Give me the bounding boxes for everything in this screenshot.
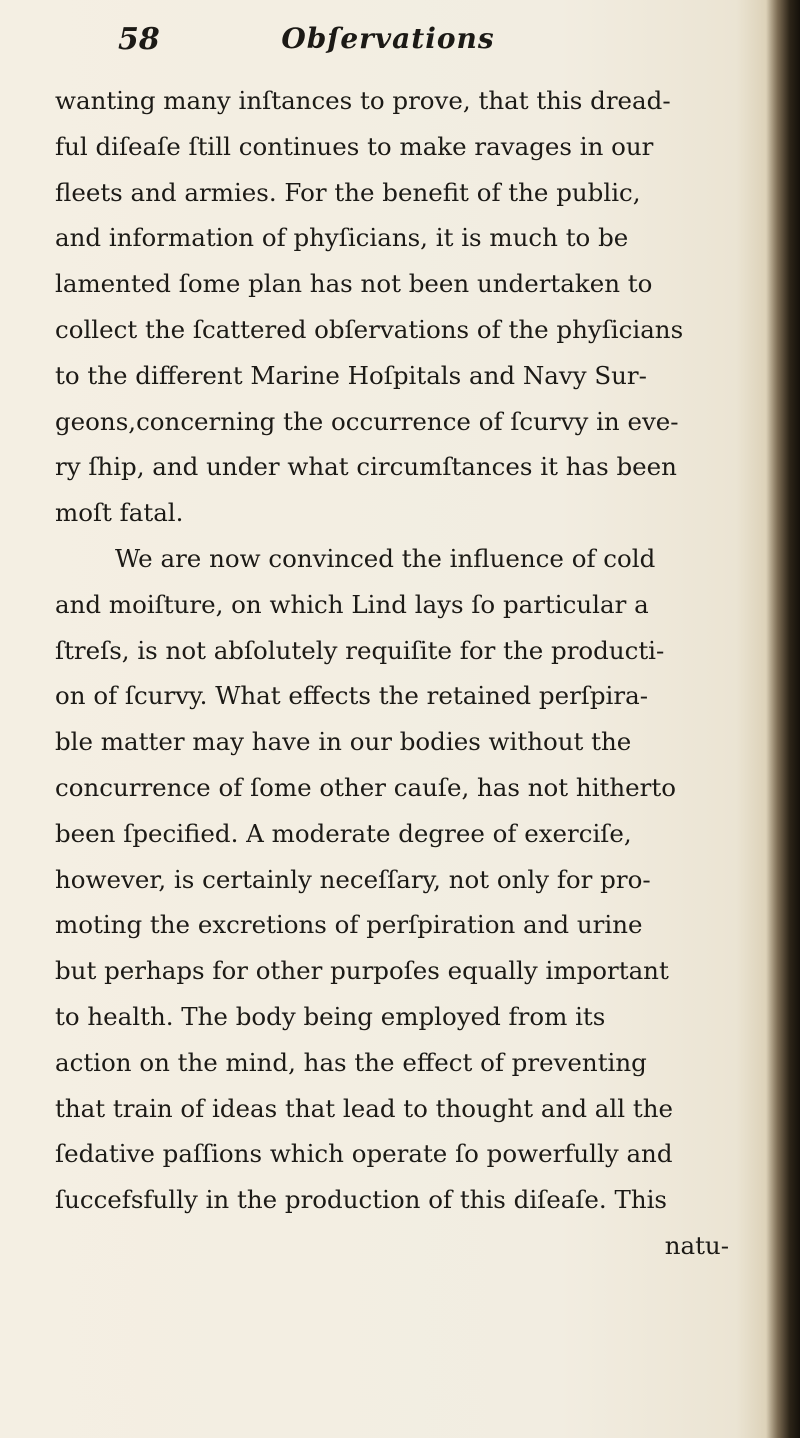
text-line: collect the ſcattered obſervations of the phyſicians [55, 314, 684, 344]
text-line: ſtreſs, is not abſolutely requiſite for the producti- [55, 635, 665, 665]
text-line: ble matter may have in our bodies without the [55, 727, 632, 757]
text-line: We are now convinced the influence of cold [115, 543, 656, 573]
text-line: that train of ideas that lead to thought and all the [55, 1093, 673, 1123]
text-line: fleets and armies. For the benefit of the public, [55, 177, 641, 207]
text-line: concurrence of ſome other cauſe, has not hitherto [55, 772, 676, 802]
text-line: and moiſture, on which Lind lays ſo particular a [55, 589, 649, 619]
body-text [55, 78, 777, 1269]
catchword: natu- [664, 1230, 729, 1260]
text-line: action on the mind, has the effect of preventing [55, 1047, 647, 1077]
text-line: been ſpecified. A moderate degree of exerciſe, [55, 818, 632, 848]
page-header [118, 18, 658, 68]
text-line: lamented ſome plan has not been undertaken to [55, 269, 653, 299]
running-head: Obſervations [281, 22, 495, 55]
text-line: moting the excretions of perſpiration and urine [55, 910, 643, 940]
text-line: wanting many inſtances to prove, that this dread- [55, 86, 671, 115]
text-line: however, is certainly neceſſary, not only for pro- [55, 864, 651, 894]
text-line: ful diſeaſe ſtill continues to make ravages in our [55, 131, 654, 161]
text-line: and information of phyſicians, it is much to be [55, 223, 629, 253]
book-spine-shadow [766, 0, 800, 1438]
text-line: ſuccefsfully in the production of this diſeaſe. This [55, 1185, 668, 1215]
page-number: 58 [118, 22, 160, 57]
text-line: but perhaps for other purpoſes equally important [55, 956, 669, 986]
text-line: on of ſcurvy. What effects the retained perſpira- [55, 681, 648, 711]
text-line: moſt fatal. [55, 498, 184, 528]
text-line: to health. The body being employed from its [55, 1001, 606, 1031]
text-line: geons,concerning the occurrence of ſcurvy in eve- [55, 406, 679, 436]
text-line: ry ſhip, and under what circumſtances it has been [55, 452, 677, 482]
text-line: ſedative paſſions which operate ſo powerfully and [55, 1139, 673, 1169]
text-line: to the different Marine Hoſpitals and Navy Sur- [55, 360, 647, 390]
